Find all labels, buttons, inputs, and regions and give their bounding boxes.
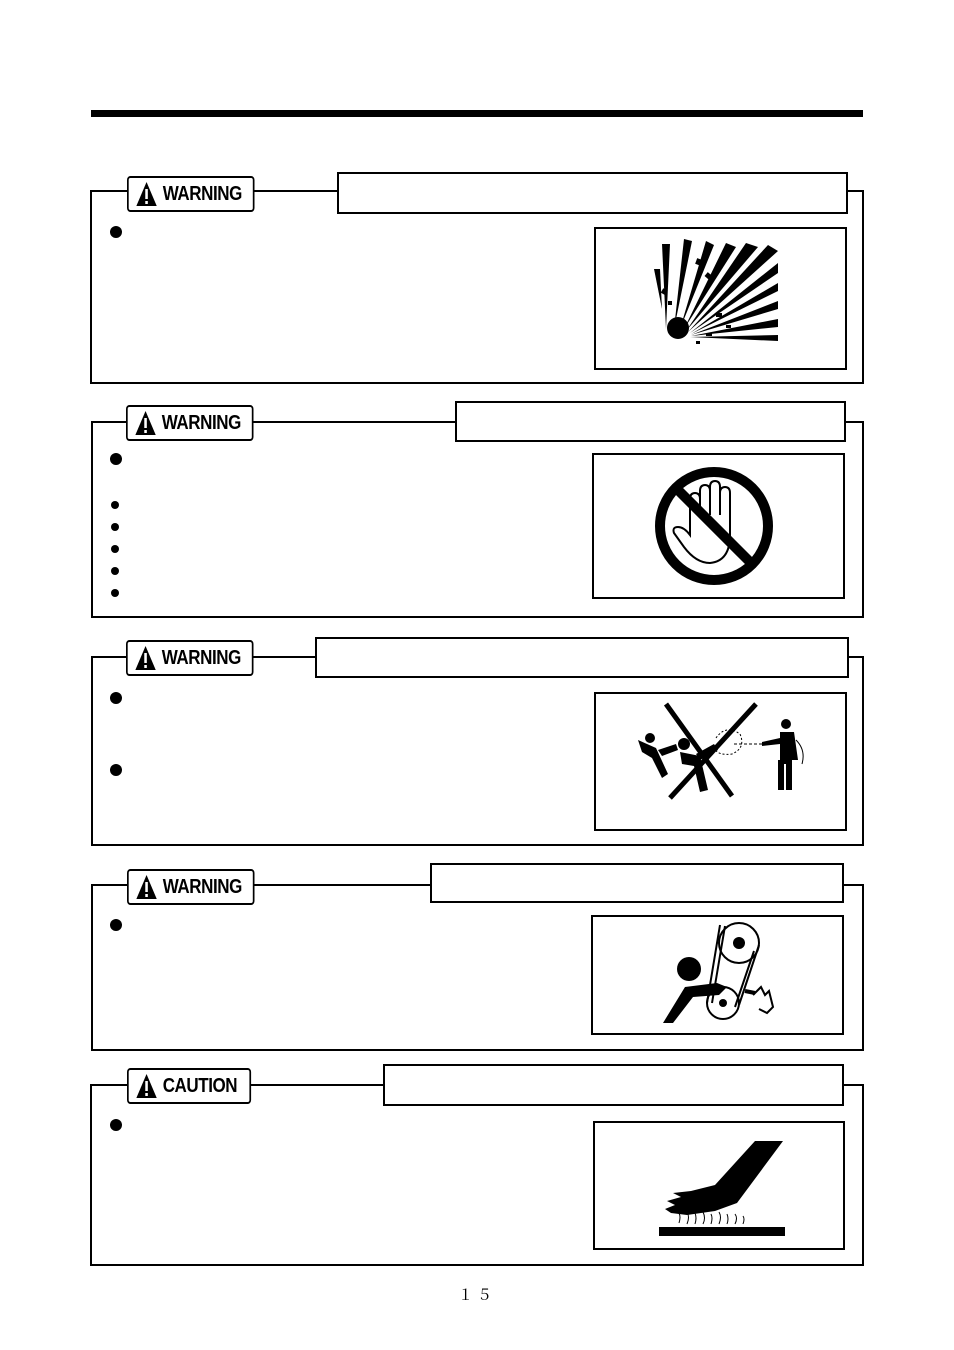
- warning-badge: [126, 640, 254, 676]
- badge-label: CAUTION: [162, 1074, 238, 1097]
- caution-badge: [127, 1068, 251, 1104]
- warning-triangle-icon: [135, 410, 157, 436]
- hot-surface-icon: [595, 1123, 847, 1252]
- badge-label: WARNING: [161, 646, 241, 669]
- hot-surface-pictogram: [593, 1121, 845, 1250]
- bullet: [110, 919, 122, 931]
- explosion-icon: [596, 229, 849, 372]
- warning-badge: [127, 869, 255, 905]
- section-title-box: [430, 863, 844, 903]
- badge-label: WARNING: [162, 875, 242, 898]
- belt-pictogram: [591, 915, 844, 1035]
- bullet: [110, 1119, 122, 1131]
- badge-label: WARNING: [162, 182, 242, 205]
- badge-label: WARNING: [161, 411, 241, 434]
- belt-entanglement-icon: [593, 917, 846, 1037]
- bullet: [111, 589, 119, 597]
- explosion-pictogram: [594, 227, 847, 370]
- warning-triangle-icon: [135, 645, 157, 671]
- section-title-box: [315, 637, 849, 678]
- bullet: [110, 692, 122, 704]
- bullet: [110, 453, 122, 465]
- no-compressed-air-icon: [596, 694, 849, 833]
- bullet: [110, 764, 122, 776]
- bullet: [111, 523, 119, 531]
- warning-triangle-icon: [136, 1073, 158, 1099]
- section-title-box: [455, 401, 846, 442]
- do-not-touch-icon: [594, 455, 847, 601]
- top-rule: [91, 110, 863, 117]
- warning-badge: [126, 405, 254, 441]
- warning-triangle-icon: [136, 874, 158, 900]
- page-number: １５: [457, 1288, 496, 1304]
- bullet: [111, 501, 119, 509]
- warning-badge: [127, 176, 255, 212]
- bullet: [111, 567, 119, 575]
- bullet: [111, 545, 119, 553]
- warning-triangle-icon: [136, 181, 158, 207]
- do-not-touch-pictogram: [592, 453, 845, 599]
- compressed-air-pictogram: [594, 692, 847, 831]
- section-title-box: [337, 172, 848, 214]
- bullet: [110, 226, 122, 238]
- section-title-box: [383, 1064, 844, 1106]
